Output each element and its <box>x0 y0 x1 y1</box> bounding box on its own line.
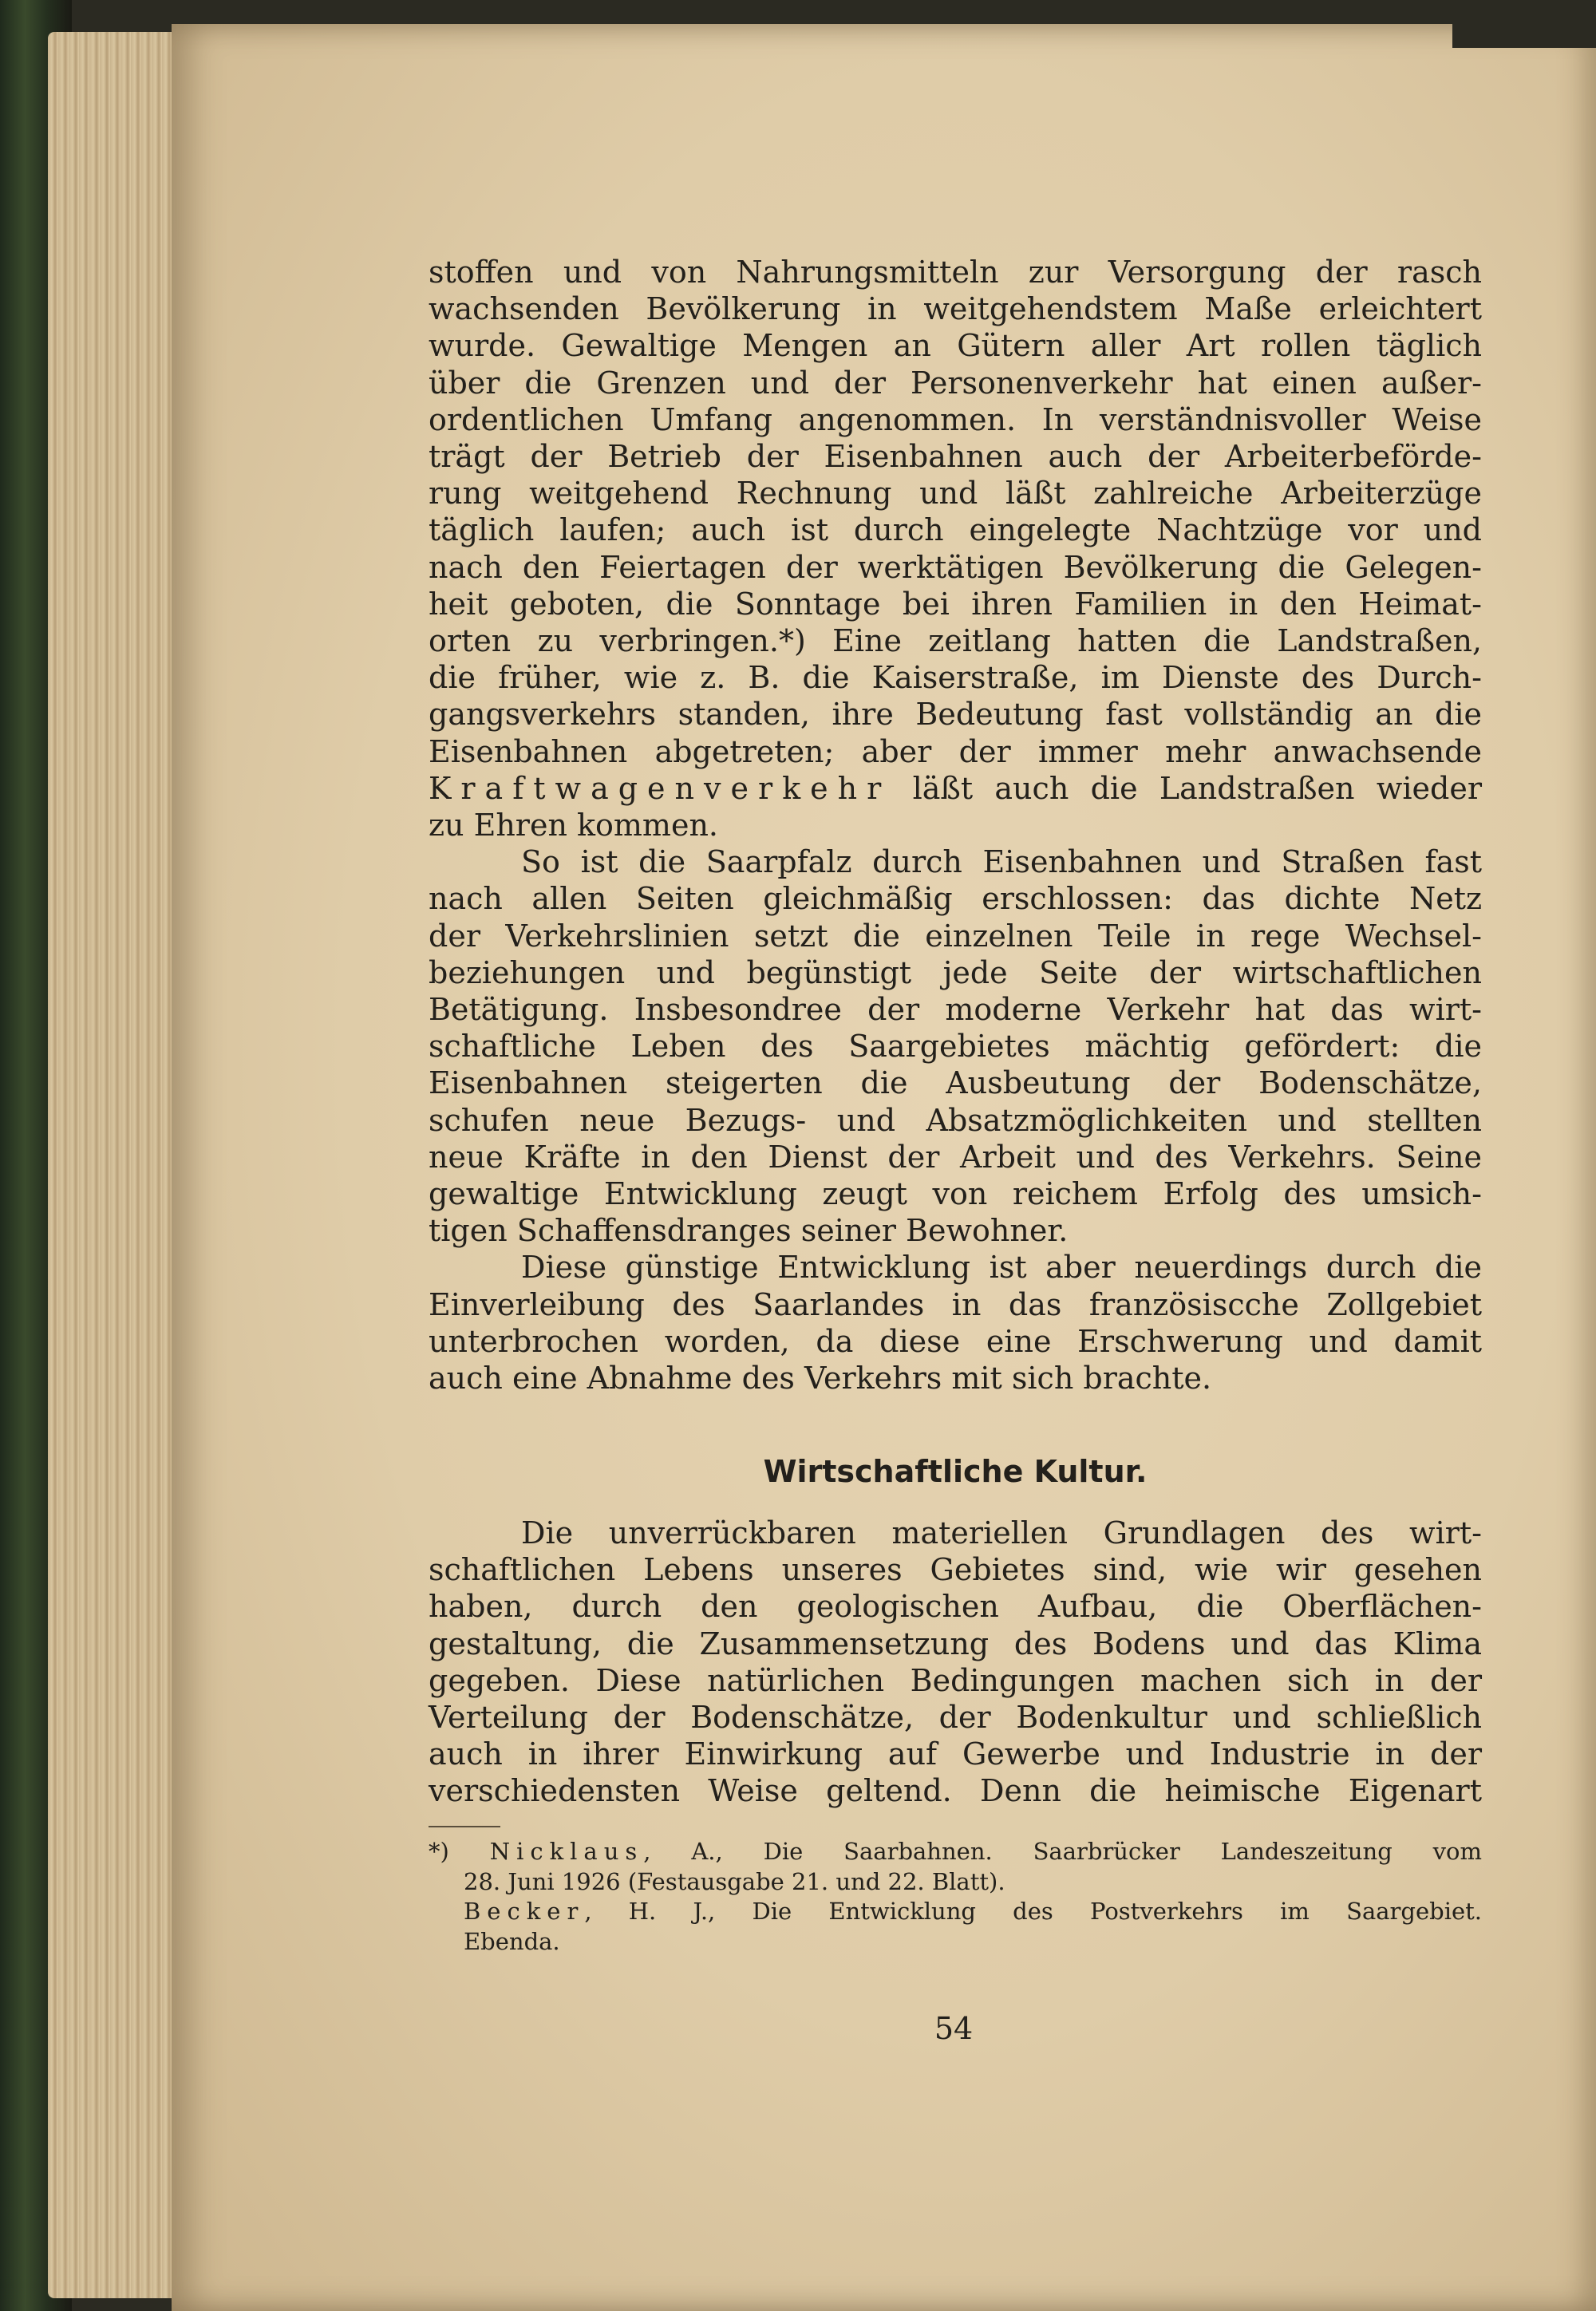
page-edges <box>48 32 184 2298</box>
text-line: gegeben. Diese natürlichen Bedingungen machen sich in der <box>429 1662 1482 1698</box>
text-line: rung weitgehend Rechnung und läßt zahlreiche Arbeiterzüge <box>429 476 1482 512</box>
text-line: die früher, wie z. B. die Kaiserstraße, im Dienste des Durch- <box>429 660 1482 696</box>
text-line: haben, durch den geologischen Aufbau, die Oberflächen- <box>429 1589 1482 1625</box>
spaced-line-rest: läßt auch die Landstraßen wieder <box>912 770 1482 806</box>
text-line: nach den Feiertagen der werktätigen Bevölkerung die Gelegen- <box>429 549 1482 585</box>
text-line: Eisenbahnen abgetreten; aber der immer mehr anwachsende <box>429 733 1482 769</box>
text-line: beziehungen und begünstigt jede Seite der wirtschaftlichen <box>429 954 1482 990</box>
text-line: heit geboten, die Sonntage bei ihren Familien in den Heimat- <box>429 586 1482 622</box>
text-line: zu Ehren kommen. <box>429 808 719 843</box>
footnote-mark: *) <box>429 1838 449 1865</box>
footnote-text: , H. J., Die Entwicklung des Postverkehrs im Saargebiet. <box>584 1898 1482 1925</box>
text-line: So ist die Saarpfalz durch Eisenbahnen und Straßen fast <box>521 844 1482 880</box>
text-line: Eisenbahnen steigerten die Ausbeutung der Bodenschätze, <box>429 1065 1482 1101</box>
footnote-line <box>429 1837 1482 1867</box>
footnote-author: Nicklaus <box>489 1838 644 1865</box>
text-line: wachsenden Bevölkerung in weitgehendstem Maße erleichtert <box>429 291 1482 327</box>
text-line: Diese günstige Entwicklung ist aber neuerdings durch die <box>521 1250 1482 1286</box>
footnote-line <box>429 1897 1482 1927</box>
footnote-author: Becker <box>464 1898 585 1925</box>
text-line: gangsverkehrs standen, ihre Bedeutung fast vollständig an die <box>429 697 1482 733</box>
text-line: der Verkehrslinien setzt die einzelnen Teile in rege Wechsel- <box>429 918 1482 954</box>
text-line: orten zu verbringen.*) Eine zeitlang hatten die Landstraßen, <box>429 623 1482 659</box>
text-line: auch in ihrer Einwirkung auf Gewerbe und Industrie in der <box>429 1736 1482 1772</box>
text-line: Betätigung. Insbesondree der moderne Verkehr hat das wirt- <box>429 992 1482 1028</box>
text-line: gestaltung, die Zusammensetzung des Bodens und das Klima <box>429 1626 1482 1661</box>
text-line: schaftlichen Lebens unseres Gebietes sind, wie wir gesehen <box>429 1552 1482 1588</box>
footnote-line: Ebenda. <box>464 1927 560 1955</box>
text-line-spaced <box>429 770 1482 807</box>
text-line: schaftliche Leben des Saargebietes mächtig gefördert: die <box>429 1029 1482 1065</box>
text-line: neue Kräfte in den Dienst der Arbeit und des Verkehrs. Seine <box>429 1139 1482 1175</box>
text-line: Einverleibung des Saarlandes in das französiscche Zollgebiet <box>429 1286 1482 1322</box>
text-line: auch eine Abnahme des Verkehrs mit sich brachte. <box>429 1361 1212 1396</box>
text-line: Verteilung der Bodenschätze, der Bodenkultur und schließlich <box>429 1700 1482 1736</box>
text-line: über die Grenzen und der Personenverkehr hat einen außer- <box>429 365 1482 401</box>
section-text <box>429 1515 1482 1810</box>
text-line: schufen neue Bezugs- und Absatzmöglichkeiten und stellten <box>429 1102 1482 1138</box>
page-corner-shadow <box>1452 24 1596 48</box>
page-number: 54 <box>934 2011 974 2046</box>
text-line: ordentlichen Umfang angenommen. In verständnisvoller Weise <box>429 401 1482 437</box>
text-line: stoffen und von Nahrungsmitteln zur Versorgung der rasch <box>429 255 1482 290</box>
footnotes <box>429 1837 1482 1957</box>
text-line: gewaltige Entwicklung zeugt von reichem Erfolg des umsich- <box>429 1176 1482 1212</box>
section-heading: Wirtschaftliche Kultur. <box>763 1454 1148 1489</box>
text-line: nach allen Seiten gleichmäßig erschlossen: das dichte Netz <box>429 881 1482 917</box>
text-line: verschiedensten Weise geltend. Denn die heimische Eigenart <box>429 1773 1482 1809</box>
footnote-text: , A., Die Saarbahnen. Saarbrücker Landeszeitung vom <box>643 1838 1482 1865</box>
text-line: wurde. Gewaltige Mengen an Gütern aller Art rollen täglich <box>429 328 1482 364</box>
text-line: unterbrochen worden, da diese eine Erschwerung und damit <box>429 1323 1482 1359</box>
spaced-word: Kraftwagenverkehr <box>429 770 891 806</box>
text-line: täglich laufen; auch ist durch eingelegte Nachtzüge vor und <box>429 512 1482 548</box>
text-line: trägt der Betrieb der Eisenbahnen auch der Arbeiterbeförde- <box>429 439 1482 475</box>
footnote-rule <box>429 1826 500 1827</box>
body-text <box>429 254 1482 1396</box>
text-line: tigen Schaffensdranges seiner Bewohner. <box>429 1213 1069 1249</box>
text-line: Die unverrückbaren materiellen Grundlagen des wirt- <box>521 1515 1482 1551</box>
footnote-line: 28. Juni 1926 (Festausgabe 21. und 22. Blatt). <box>464 1867 1005 1895</box>
